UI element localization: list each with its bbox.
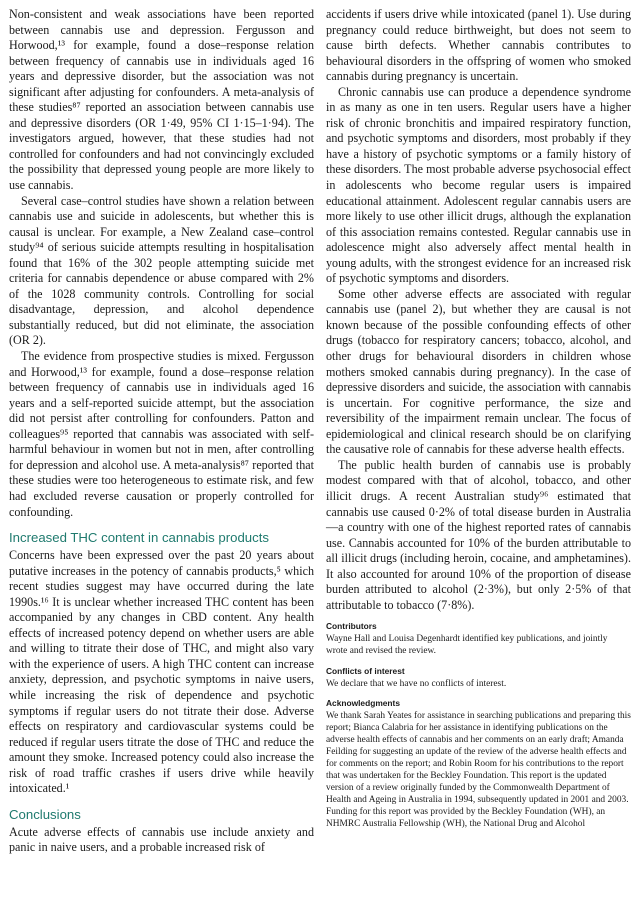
paragraph-conclusions-start: Acute adverse effects of cannabis use include anxiety and panic in naive users, and a probable increased risk of [9,824,314,855]
paragraph-other-adverse-effects: Some other adverse effects are associated with regular cannabis use (panel 2), but whether they are causal is not known because of the possible confounding effects of other drugs (tobacco for respiratory cancers; tobacco, alcohol, and other drugs for behavioural disorders in children whose mothers smoked cannabis during pregnancy). In the case of depressive disorders and suicide, the association with cannabis is uncertain. For cognitive performance, the size and reversibility of the impairment remain unclear. The focus of epidemiological and clinical research should be on clarifying the causative role of cannabis for these adverse health effects. [326,286,631,457]
right-column [326,7,631,831]
contributors-heading: Contributors [326,621,377,632]
paragraph-thc-content: Concerns have been expressed over the past 20 years about putative increases in the potency of cannabis products,⁵ which recent studies suggest may have occurred during the late 1990s.¹⁶ It is unclear whether increased THC content has been accompanied by any changes in CBD content. Any health effects of increased potency depend on whether users are able and willing to titrate their dose of THC, and might also vary with the experience of users. A high THC content can increase anxiety, depression, and psychotic symptoms in naive users, while increasing the risk of dependence and psychotic symptoms if regular users do not titrate their dose. Adverse effects on respiratory and cardiovascular systems could be reduced if regular users titrate the dose of THC and reduce the amount they smoke. Increased potency could also increase the risk of road traffic crashes if users drive while heavily intoxicated.¹ [9,548,314,796]
paragraph-public-health-burden: The public health burden of cannabis use is probably modest compared with that of alcohol, tobacco, and other illicit drugs. A recent Australian study⁹⁶ estimated that cannabis use caused 0·2% of total disease burden in Australia—a country with one of the highest reported rates of cannabis use. Cannabis accounted for 10% of the burden attributable to all illicit drugs (including heroin, cocaine, and amphetamines). It also accounted for around 10% of the proportion of disease burden attributed to alcohol (2·3%), but only 2·5% of that attributable to tobacco (7·8%). [326,457,631,612]
section-heading-thc-content: Increased THC content in cannabis products [9,530,269,546]
acknowledgments-text: We thank Sarah Yeates for assistance in searching publications and preparing this report; Bianca Calabria for her assistance in identifying publications on the adverse health effects of cannabis and her comments on an early draft; Amanda Feilding for suggesting an update of the review of the adverse health effects and for comments on the report; and Robin Room for his contributions to the report that was undertaken for the Beckley Foundation. This report is the updated version of a review originally funded by the Commonwealth Department of Health and Ageing in Australia in 1994, subsequently updated in 2001 and 2003. Funding for this report was provided by the Beckley Foundation (WH), an NHMRC Australia Fellowship (WH), the National Drug and Alcohol [326,710,631,830]
section-heading-conclusions: Conclusions [9,806,81,822]
page-bottom-edge [0,892,640,900]
conflicts-text: We declare that we have no conflicts of interest. [326,678,507,689]
paragraph-depression: Non-consistent and weak associations have been reported between cannabis use and depression. Fergusson and Horwood,¹³ for example, found a dose–response relation between frequency of cannabis use in individuals aged 16 years and depressive disorder, but the association was not significant after adjusting for confounders. A meta-analysis of these studies⁸⁷ reported an association between cannabis use and depressive disorders (OR 1·49, 95% CI 1·15–1·94). The investigators argued, however, that these studies had not controlled for confounders and had not convincingly excluded the possibility that depressed young people are more likely to use cannabis. [9,7,314,193]
left-column [9,7,314,856]
paragraph-acute-effects: accidents if users drive while intoxicated (panel 1). Use during pregnancy could reduce birthweight, but does not seem to cause birth defects. Whether cannabis contributes to behavioural disorders in the offspring of women who smoked cannabis during pregnancy is uncertain. [326,7,631,84]
acknowledgments-heading: Acknowledgments [326,697,400,708]
paragraph-prospective-studies: The evidence from prospective studies is mixed. Fergusson and Horwood,¹³ for example, found a dose–response relation between frequency of cannabis use in individuals aged 16 years and a self-reported suicide attempt, but the association did not persist after controlling for confounders. Patton and colleagues⁹⁵ reported that cannabis was associated with self-harmful behaviour in women but not in men, after controlling for depression and alcohol use. A meta-analysis⁸⁷ reported that these studies were too heterogeneous to estimate risk, and few had excluded reverse causation or properly controlled for confounding. [9,349,314,519]
paragraph-chronic-use: Chronic cannabis use can produce a dependence syndrome in as many as one in ten users. Regular users have a higher risk of chronic bronchitis and impaired respiratory function, and psychotic symptoms and disorders, most probably if they have a history of psychotic symptoms or a family history of these disorders. The most probable adverse psychosocial effect in adolescents who become regular users is impaired educational attainment. Adolescent regular cannabis users are more likely to use other illicit drugs, although the explanation of this association remains contested. Regular cannabis use in adolescence might also adversely affect mental health in young adults, with the strongest evidence for an increased risk of psychotic symptoms and disorders. [326,84,631,286]
conflicts-heading: Conflicts of interest [326,665,405,676]
contributors-text: Wayne Hall and Louisa Degenhardt identified key publications, and jointly wrote and revised the review. [326,634,608,657]
paragraph-suicide-case-control: Several case–control studies have shown a relation between cannabis use and suicide in adolescents, but whether this is causal is unclear. For example, a New Zealand case–control study⁹⁴ of serious suicide attempts resulting in hospitalisation found that 16% of the 302 people attempting suicide met criteria for cannabis dependence or abuse compared with 2% of the 1028 community controls. Controlling for social disadvantage, depression, and alcohol dependence substantially reduced, but did not eliminate, the association (OR 2). [9,193,314,348]
